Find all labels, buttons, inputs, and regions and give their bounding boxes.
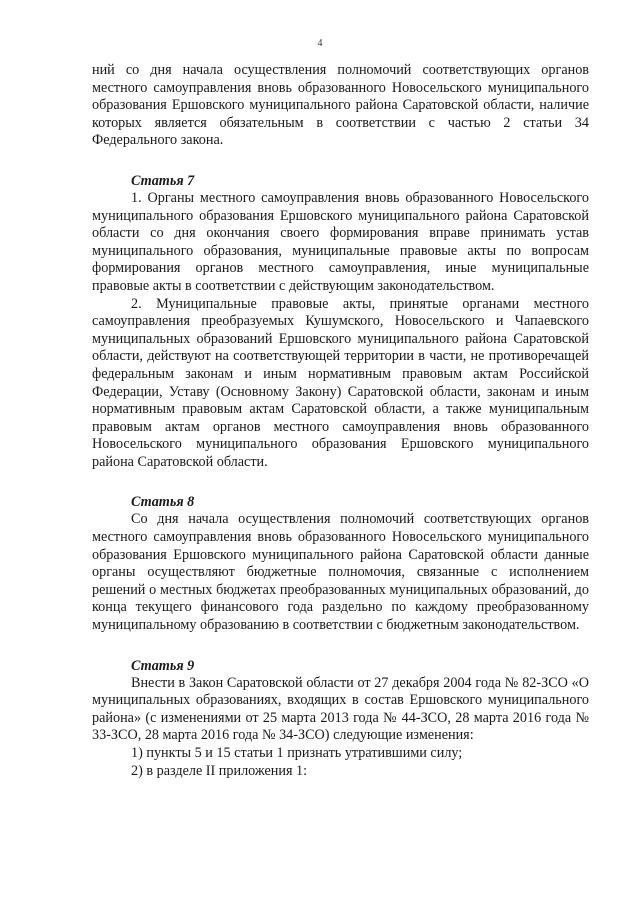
article-8-paragraph-1: Со дня начала осуществления полномочий соответствующих органов местного самоуправления вновь образованного Новосельского муниципального образования Ершовского муниципального района Саратовской области данные органы осуществляют бюджетные полномочия, связанные с исполнением решений о местных бюджетах преобразованных муниципальных образований, до конца текущего финансового года раздельно по каждому преобразованному муниципальному образованию в соответствии с бюджетным законодательством. (92, 511, 589, 634)
article-9-item-2: 2) в разделе II приложения 1: (131, 762, 308, 779)
document-body (92, 62, 589, 780)
article-8-heading: Статья 8 (131, 494, 195, 511)
article-7-paragraph-1: 1. Органы местного самоуправления вновь образованного Новосельского муниципального образования Ершовского муниципального района Саратовской области со дня окончания своего формирования вправе принимать устав муниципального образования, муниципальные правовые акты по вопросам формирования органов местного самоуправления, иные муниципальные правовые акты в соответствии с действующим законодательством. (92, 189, 589, 294)
page-number: 4 (317, 38, 323, 49)
article-9-item-1: 1) пункты 5 и 15 статьи 1 признать утратившими силу; (131, 745, 463, 761)
continuation-paragraph: ний со дня начала осуществления полномочий соответствующих органов местного самоуправления вновь образованного Новосельского муниципального образования Ершовского муниципального района Саратовской области, наличие которых является обязательным в соответствии с частью 2 статьи 34 Федерального закона. (92, 62, 589, 149)
article-9-paragraph-1: Внести в Закон Саратовской области от 27 декабря 2004 года № 82-ЗСО «О муниципальных образованиях, входящих в состав Ершовского муниципального района» (с изменениями от 25 марта 2013 года № 44-ЗСО, 28 марта 2016 года № 33-ЗСО, 28 марта 2016 года № 34-ЗСО) следующие изменения: (92, 674, 589, 744)
article-7-heading: Статья 7 (131, 172, 195, 189)
article-9-heading: Статья 9 (131, 657, 195, 674)
article-7-paragraph-2: 2. Муниципальные правовые акты, принятые органами местного самоуправления преобразуемых Кушумского, Новосельского и Чапаевского муниципальных образований Ершовского муниципального района Саратовской области, действуют на соответствующей территории в части, не противоречащей федеральным законам и иным нормативным правовым актам Российской Федерации, Уставу (Основному Закону) Саратовской области, законам и иным нормативным правовым актам Саратовской области, а также муниципальным правовым актам органов местного самоуправления вновь образованного Новосельского муниципального образования Ершовского муниципального района Саратовской области. (92, 295, 589, 470)
